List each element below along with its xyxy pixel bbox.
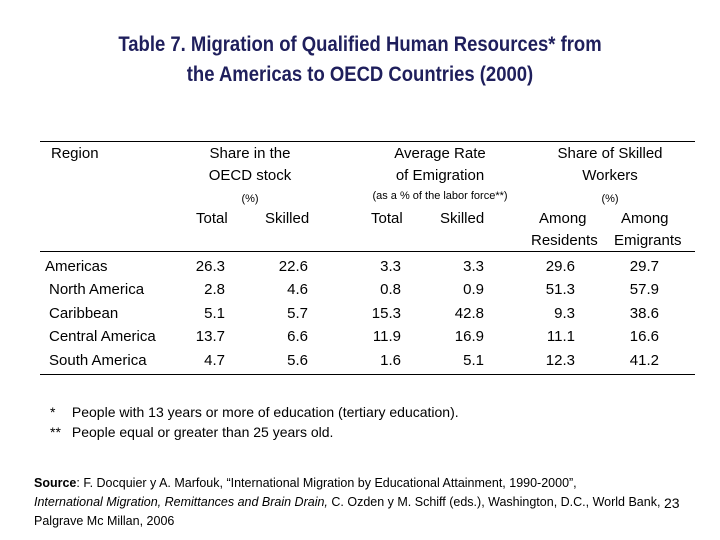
row-emigrants: 29.7 bbox=[629, 258, 659, 275]
page-number: 23 bbox=[664, 495, 680, 511]
row-rate-total: 0.8 bbox=[380, 281, 401, 298]
row-residents: 12.3 bbox=[545, 352, 575, 369]
row-residents: 9.3 bbox=[554, 305, 575, 322]
row-rate-total: 3.3 bbox=[380, 258, 401, 275]
footnote bbox=[50, 402, 459, 422]
row-stock-total: 4.7 bbox=[204, 352, 225, 369]
row-region: Central America bbox=[49, 328, 156, 345]
title-line-2: the Americas to OECD Countries (2000) bbox=[186, 63, 534, 86]
row-stock-skilled: 4.6 bbox=[287, 281, 308, 298]
row-stock-total: 5.1 bbox=[204, 305, 225, 322]
source-text-1: : F. Docquier y A. Marfouk, “International Migration by Educational Attainment, 1990-2000”, bbox=[76, 476, 577, 490]
row-emigrants: 16.6 bbox=[629, 328, 659, 345]
row-stock-total: 26.3 bbox=[195, 258, 225, 275]
row-rate-total: 1.6 bbox=[380, 352, 401, 369]
row-region: Americas bbox=[45, 258, 108, 275]
header-region: Region bbox=[51, 145, 99, 162]
header-oecd-stock-line1: Share in the bbox=[209, 145, 291, 162]
row-stock-total: 2.8 bbox=[204, 281, 225, 298]
subheader-residents: Residents bbox=[531, 232, 598, 249]
row-residents: 51.3 bbox=[545, 281, 575, 298]
table-top-rule bbox=[40, 141, 695, 142]
subheader-stock-skilled: Skilled bbox=[265, 210, 310, 227]
subheader-rate-total: Total bbox=[371, 210, 403, 227]
subheader-among-residents: Among bbox=[539, 210, 587, 227]
source-text-2: C. Ozden y M. Schiff (eds.), Washington, D.C., World Bank, Palgrave Mc Millan, 2006 bbox=[34, 495, 661, 528]
header-skilled-workers-line2: Workers bbox=[582, 167, 638, 184]
title-line-1: Table 7. Migration of Qualified Human Resources* from bbox=[118, 33, 602, 56]
row-rate-skilled: 16.9 bbox=[454, 328, 484, 345]
row-stock-skilled: 6.6 bbox=[287, 328, 308, 345]
row-stock-skilled: 5.6 bbox=[287, 352, 308, 369]
row-rate-skilled: 3.3 bbox=[463, 258, 484, 275]
footnote-text: People with 13 years or more of education (tertiary education). bbox=[71, 404, 459, 420]
header-oecd-stock-line2: OECD stock bbox=[208, 167, 292, 184]
source-label: Source bbox=[34, 476, 77, 490]
footnote-text: People equal or greater than 25 years old. bbox=[71, 424, 334, 440]
row-emigrants: 41.2 bbox=[629, 352, 659, 369]
row-rate-total: 15.3 bbox=[371, 305, 401, 322]
subheader-rate-skilled: Skilled bbox=[440, 210, 485, 227]
row-region: North America bbox=[49, 281, 145, 298]
source-citation bbox=[34, 474, 674, 531]
header-oecd-stock-unit: (%) bbox=[241, 193, 259, 205]
subheader-stock-total: Total bbox=[196, 210, 228, 227]
row-emigrants: 38.6 bbox=[629, 305, 659, 322]
row-region: South America bbox=[49, 352, 147, 369]
header-emigration-line2: of Emigration bbox=[395, 167, 485, 184]
row-residents: 29.6 bbox=[545, 258, 575, 275]
row-stock-total: 13.7 bbox=[195, 328, 225, 345]
footnote bbox=[50, 422, 459, 442]
header-emigration-line1: Average Rate bbox=[394, 145, 486, 162]
table-bottom-rule bbox=[40, 374, 695, 375]
table-header-rule bbox=[40, 251, 695, 252]
row-rate-total: 11.9 bbox=[372, 328, 401, 345]
page-title bbox=[43, 30, 677, 90]
footnotes bbox=[50, 402, 459, 442]
row-region: Caribbean bbox=[49, 305, 119, 322]
row-rate-skilled: 5.1 bbox=[463, 352, 484, 369]
header-skilled-workers-unit: (%) bbox=[601, 193, 619, 205]
row-stock-skilled: 22.6 bbox=[278, 258, 308, 275]
row-residents: 11.1 bbox=[546, 328, 575, 345]
row-stock-skilled: 5.7 bbox=[287, 305, 308, 322]
row-rate-skilled: 0.9 bbox=[463, 281, 484, 298]
row-rate-skilled: 42.8 bbox=[454, 305, 484, 322]
header-skilled-workers-line1: Share of Skilled bbox=[557, 145, 663, 162]
source-italic-title: International Migration, Remittances and Brain Drain, bbox=[34, 495, 328, 509]
subheader-among-emigrants: Among bbox=[621, 210, 669, 227]
footnote-mark: * bbox=[50, 404, 56, 420]
subheader-emigrants: Emigrants bbox=[614, 232, 682, 249]
footnote-mark: ** bbox=[50, 424, 61, 440]
row-emigrants: 57.9 bbox=[629, 281, 659, 298]
header-emigration-unit: (as a % of the labor force**) bbox=[372, 190, 508, 202]
